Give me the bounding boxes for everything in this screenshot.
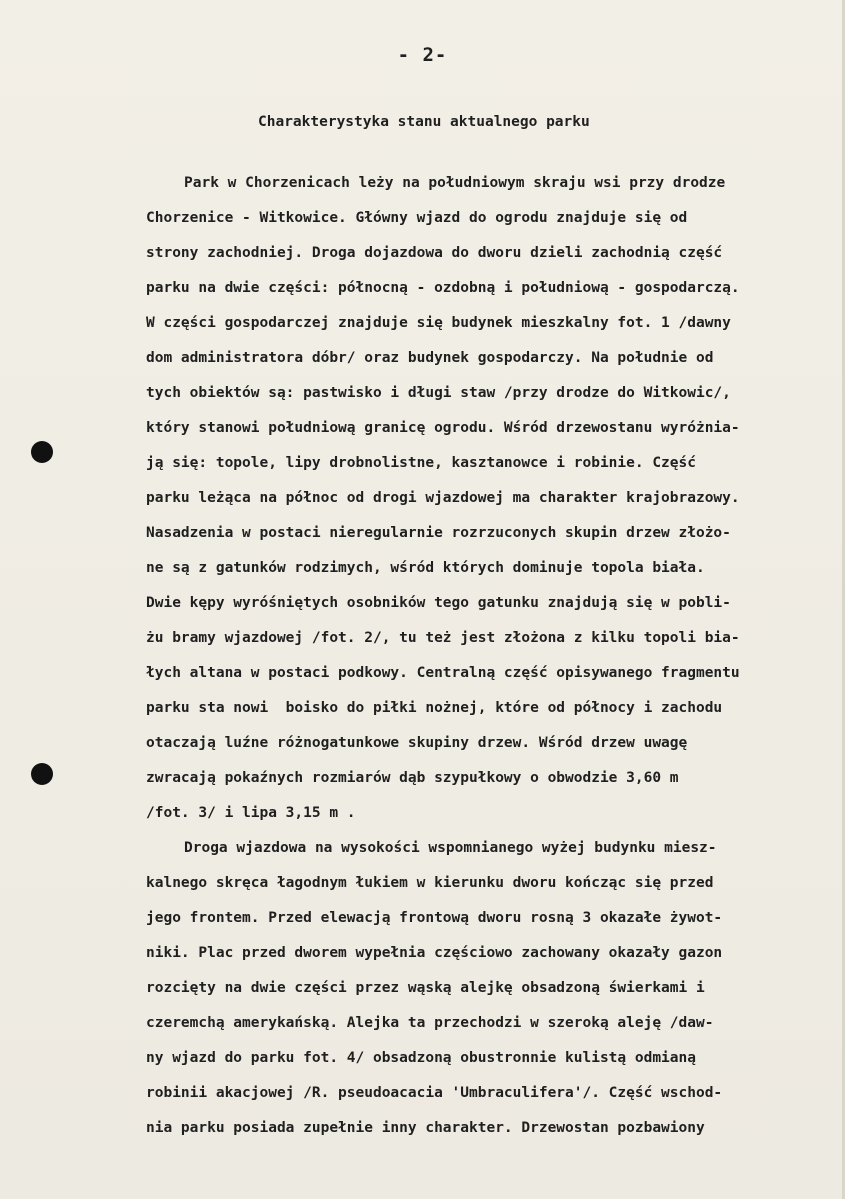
text-line: który stanowi południową granicę ogrodu. Wśród drzewostanu wyróżnia- bbox=[146, 420, 740, 436]
punch-hole-bottom bbox=[31, 763, 53, 785]
text-line: kalnego skręca łagodnym łukiem w kierunku dworu kończąc się przed bbox=[146, 875, 714, 891]
text-line: niki. Plac przed dworem wypełnia częściowo zachowany okazały gazon bbox=[146, 945, 723, 961]
text-line: Nasadzenia w postaci nieregularnie rozrzuconych skupin drzew złożo- bbox=[146, 525, 731, 541]
text-line: ne są z gatunków rodzimych, wśród których dominuje topola biała. bbox=[146, 560, 705, 576]
text-line: rozcięty na dwie części przez wąską alejkę obsadzoną świerkami i bbox=[146, 980, 705, 996]
text-line: parku leżąca na północ od drogi wjazdowej ma charakter krajobrazowy. bbox=[146, 490, 740, 506]
text-line: /fot. 3/ i lipa 3,15 m . bbox=[146, 805, 356, 821]
text-line: ją się: topole, lipy drobnolistne, kasztanowce i robinie. Część bbox=[146, 455, 696, 471]
text-line: dom administratora dóbr/ oraz budynek gospodarczy. Na południe od bbox=[146, 350, 714, 366]
text-line: czeremchą amerykańską. Alejka ta przechodzi w szeroką aleję /daw- bbox=[146, 1015, 714, 1031]
page-number: - 2- bbox=[397, 44, 448, 66]
text-line: Park w Chorzenicach leży na południowym skraju wsi przy drodze bbox=[184, 175, 726, 191]
text-line: robinii akacjowej /R. pseudoacacia 'Umbraculifera'/. Część wschod- bbox=[146, 1085, 723, 1101]
section-heading: Charakterystyka stanu aktualnego parku bbox=[258, 114, 590, 130]
text-line: strony zachodniej. Droga dojazdowa do dworu dzieli zachodnią część bbox=[146, 245, 723, 261]
text-line: łych altana w postaci podkowy. Centralną część opisywanego fragmentu bbox=[146, 665, 740, 681]
text-line: żu bramy wjazdowej /fot. 2/, tu też jest złożona z kilku topoli bia- bbox=[146, 630, 740, 646]
text-line: nia parku posiada zupełnie inny charakter. Drzewostan pozbawiony bbox=[146, 1120, 705, 1136]
text-line: zwracają pokaźnych rozmiarów dąb szypułkowy o obwodzie 3,60 m bbox=[146, 770, 679, 786]
text-line: parku na dwie części: północną - ozdobną i południową - gospodarczą. bbox=[146, 280, 740, 296]
text-line: Droga wjazdowa na wysokości wspomnianego wyżej budynku miesz- bbox=[184, 840, 717, 856]
text-line: Chorzenice - Witkowice. Główny wjazd do ogrodu znajduje się od bbox=[146, 210, 688, 226]
text-line: Dwie kępy wyróśniętych osobników tego gatunku znajdują się w pobli- bbox=[146, 595, 731, 611]
text-line: tych obiektów są: pastwisko i długi staw /przy drodze do Witkowic/, bbox=[146, 385, 731, 401]
punch-hole-top bbox=[31, 441, 53, 463]
text-line: otaczają luźne różnogatunkowe skupiny drzew. Wśród drzew uwagę bbox=[146, 735, 688, 751]
text-line: jego frontem. Przed elewacją frontową dworu rosną 3 okazałe żywot- bbox=[146, 910, 723, 926]
text-line: parku sta nowi boisko do piłki nożnej, które od północy i zachodu bbox=[146, 700, 723, 716]
text-line: W części gospodarczej znajduje się budynek mieszkalny fot. 1 /dawny bbox=[146, 315, 731, 331]
text-line: ny wjazd do parku fot. 4/ obsadzoną obustronnie kulistą odmianą bbox=[146, 1050, 696, 1066]
